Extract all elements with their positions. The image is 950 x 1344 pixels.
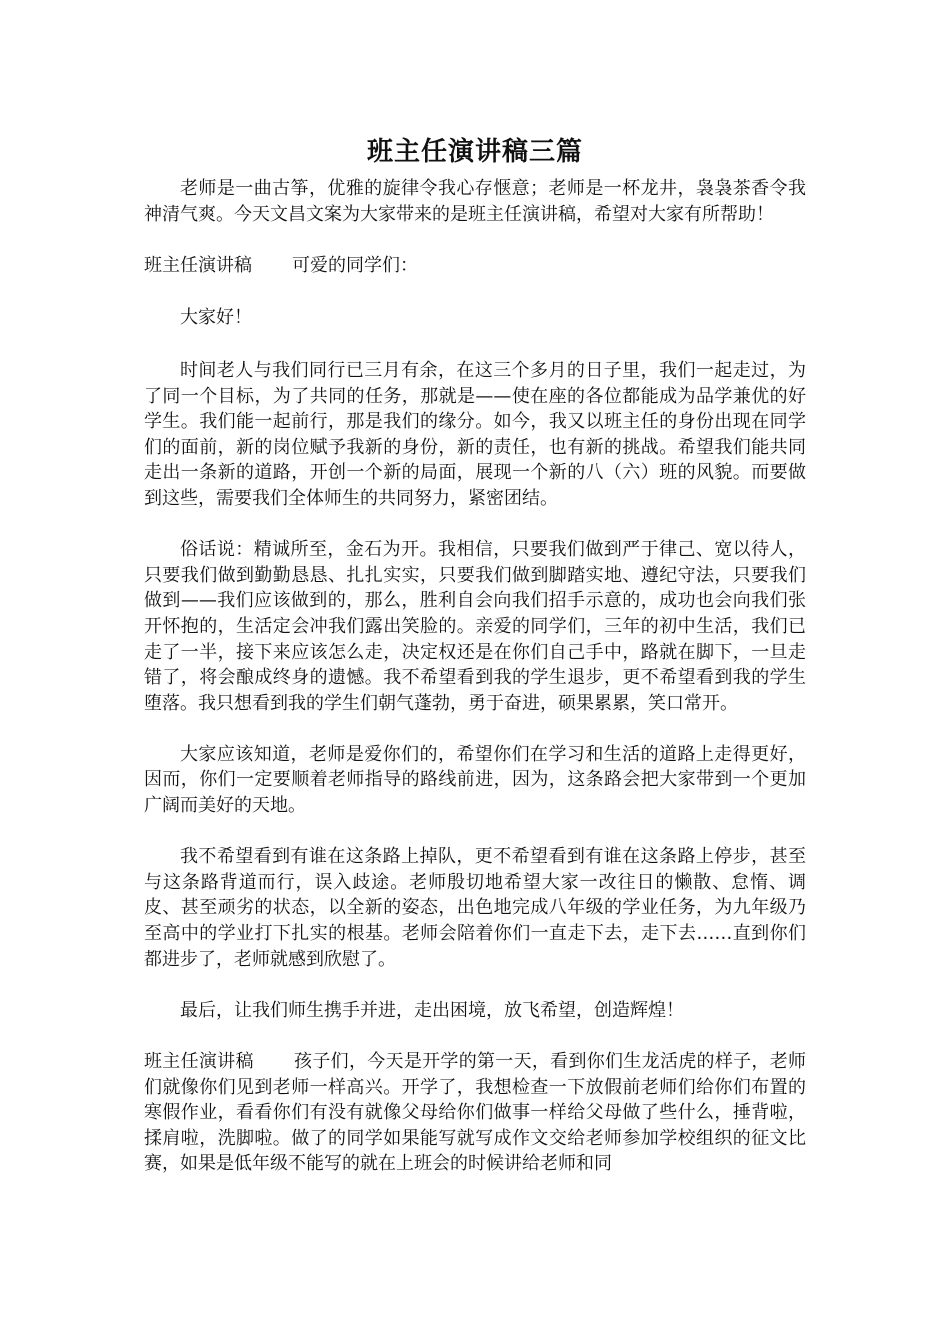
speech1-closing: 最后，让我们师生携手并进，走出困境，放飞希望，创造辉煌！: [180, 999, 684, 1021]
speech1-paragraph: 俗话说：精诚所至，金石为开。我相信，只要我们做到严于律己、宽以待人，只要我们做到勤勤恳恳、扎扎实实，只要我们做到脚踏实地、遵纪守法，只要我们做到——我们应该做到的，那么，胜利自会向我们招手示意的，成功也会向我们张开怀抱的，生活定会冲我们露出笑脸的。亲爱的同学们，三年的初中生活，我们已走了一半，接下来应该怎么走，决定权还是在你们自己手中，路就在脚下，一旦走错了，将会酿成终身的遗憾。我不希望看到我的学生退步，更不希望看到我的学生堕落。我只想看到我的学生们朝气蓬勃，勇于奋进，硕果累累，笑口常开。: [144, 539, 806, 714]
speech1-heading-line: [144, 253, 806, 279]
document-title: 班主任演讲稿三篇: [366, 137, 583, 167]
speech1-heading: 班主任演讲稿: [144, 254, 252, 276]
speech1-paragraph: 时间老人与我们同行已三月有余，在这三个多月的日子里，我们一起走过，为了同一个目标，为了共同的任务，那就是——使在座的各位都能成为品学兼优的好学生。我们能一起前行，那是我们的缘分。如今，我又以班主任的身份出现在同学们的面前，新的岗位赋予我新的身份，新的责任，也有新的挑战。希望我们能共同走出一条新的道路，开创一个新的局面，展现一个新的八（六）班的风貌。而要做到这些，需要我们全体师生的共同努力，紧密团结。: [144, 359, 806, 509]
document-page: [144, 128, 806, 1177]
speech1-paragraph: 大家应该知道，老师是爱你们的，希望你们在学习和生活的道路上走得更好，因而，你们一定要顺着老师指导的路线前进，因为，这条路会把大家带到一个更加广阔而美好的天地。: [144, 743, 806, 817]
speech2-text: 孩子们，今天是开学的第一天，看到你们生龙活虎的样子，老师们就像你们见到老师一样高兴。开学了，我想检查一下放假前老师们给你们布置的寒假作业，看看你们有没有就像父母给你们做事一样给父母做了些什么，捶背啦，揉肩啦，洗脚啦。做了的同学如果能写就写成作文交给老师参加学校组织的征文比赛，如果是低年级不能写的就在上班会的时候讲给老师和同: [144, 1051, 806, 1175]
speech1-greeting: 大家好！: [180, 307, 252, 329]
speech1-salutation: 可爱的同学们：: [292, 254, 418, 276]
intro-paragraph: 老师是一曲古筝，优雅的旋律令我心存惬意；老师是一杯龙井，袅袅茶香令我神清气爽。今天文昌文案为大家带来的是班主任演讲稿，希望对大家有所帮助！: [144, 178, 806, 225]
speech2-paragraph: [144, 1049, 806, 1177]
speech2-heading: 班主任演讲稿: [144, 1051, 254, 1072]
speech1-paragraph: 我不希望看到有谁在这条路上掉队，更不希望看到有谁在这条路上停步，甚至与这条路背道而行，误入歧途。老师殷切地希望大家一改往日的懒散、怠惰、调皮、甚至顽劣的状态，以全新的姿态，出色地完成八年级的学业任务，为九年级乃至高中的学业打下扎实的根基。老师会陪着你们一直走下去，走下去……直到你们都进步了，老师就感到欣慰了。: [144, 846, 806, 970]
